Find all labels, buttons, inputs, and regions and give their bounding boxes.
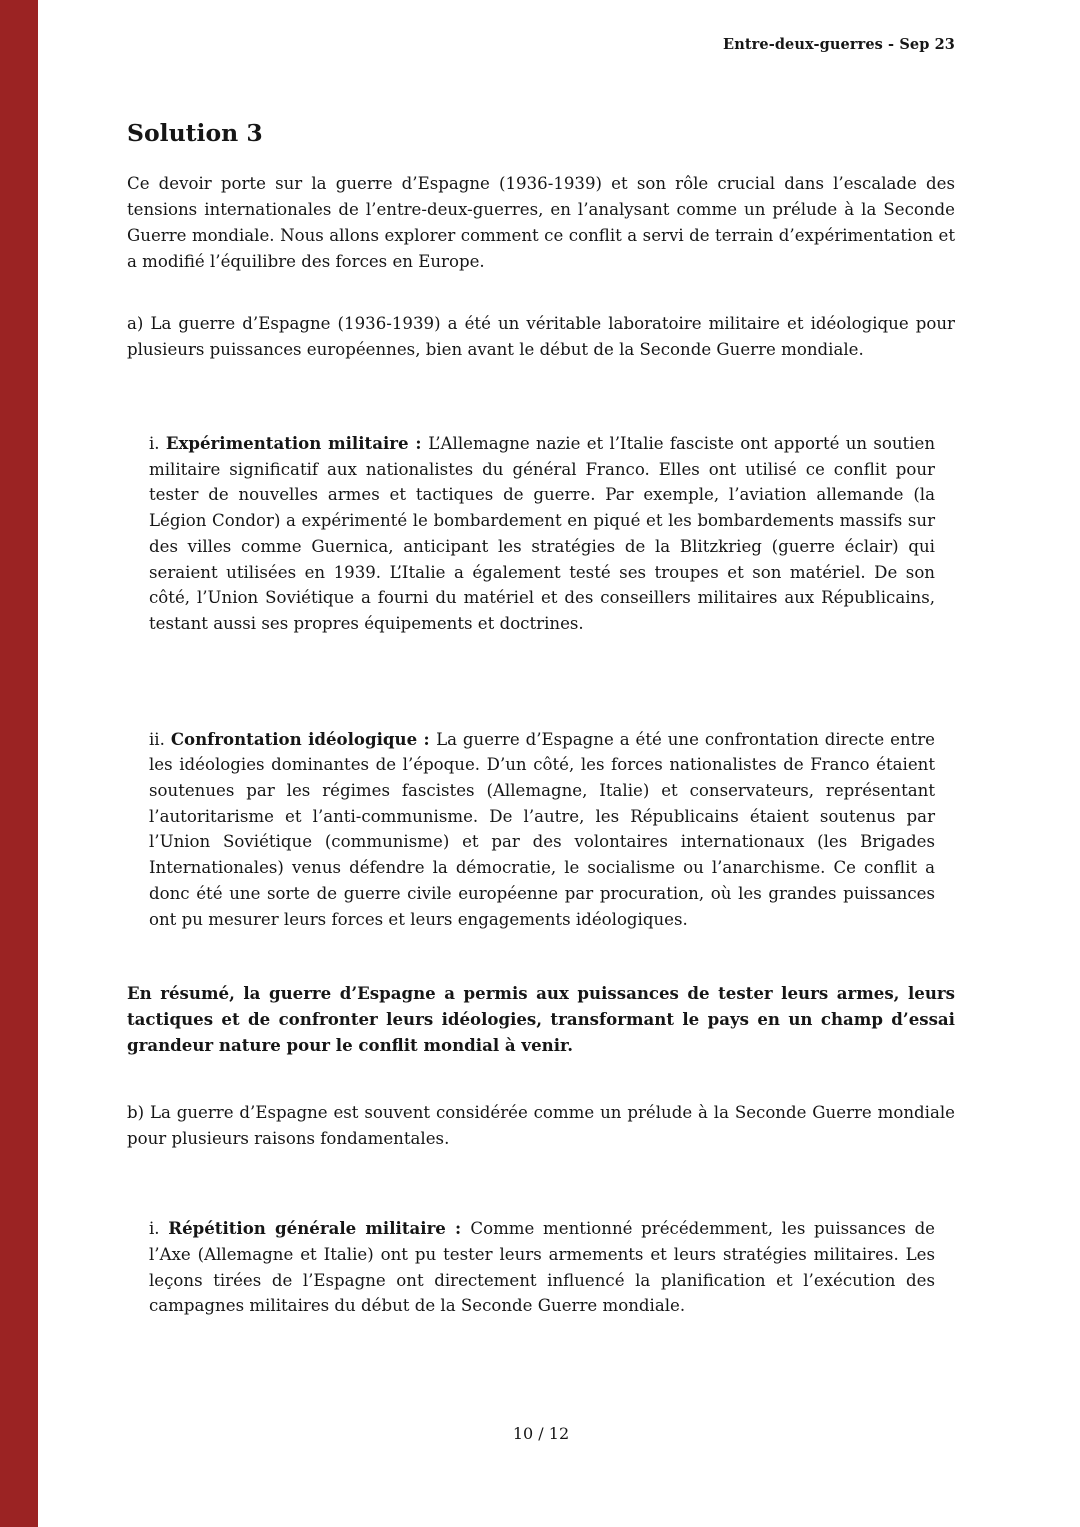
item-label: Confrontation idéologique : [170, 728, 437, 749]
page-edge-bar [0, 0, 38, 1527]
item-label: Expérimentation militaire : [165, 433, 429, 453]
intro-paragraph: Ce devoir porte sur la guerre d’Espagne (1936-1939) et son rôle crucial dans l’escalade des tensions internationales de l’entre-deux-guerres, en l’analysant comme un prélude à la Seconde Guerre mondiale. Nous allons explorer comment ce conflit a servi de terrain d’expérimentation et a modifié l’équilibre des forces en Europe. [127, 174, 955, 271]
item-text: L’Allemagne nazie et l’Italie fasciste ont apporté un soutien militaire significatif aux nationalistes du général Franco. Elles ont utilisé ce conflit pour tester de nouvelles armes et tactiques de guerre. Par exemple, l’aviation allemande (la Légion Condor) a expérimenté le bombardement en piqué et les bombardements massifs sur des villes comme Guernica, anticipant les stratégies de la Blitzkrieg (guerre éclair) qui seraient utilisées en 1939. L’Italie a également testé ses troupes et son matériel. De son côté, l’Union Soviétique a fourni du matériel et des conseillers militaires aux Républicains, testant aussi ses propres équipements et doctrines. [149, 434, 936, 633]
item-marker: i. [149, 1219, 169, 1239]
list-item-a-i [149, 431, 935, 637]
item-text: Comme mentionné précédemment, les puissances de l’Axe (Allemagne et Italie) ont pu tester leurs armements et leurs stratégies militaires. Les leçons tirées de l’Espagne ont directement influencé la planification et l’exécution des campagnes militaires du début de la Seconde Guerre mondiale. [149, 1219, 936, 1316]
item-marker: i. [149, 434, 166, 453]
summary-paragraph: En résumé, la guerre d’Espagne a permis aux puissances de tester leurs armes, leurs tactiques et de confronter leurs idéologies, transformant le pays en un champ d’essai grandeur nature pour le conflit mondial à venir. [127, 983, 955, 1056]
paragraph-a: a) La guerre d’Espagne (1936-1939) a été un véritable laboratoire militaire et idéologique pour plusieurs puissances européennes, bien avant le début de la Seconde Guerre mondiale. [127, 314, 955, 359]
item-text: La guerre d’Espagne a été une confrontation directe entre les idéologies dominantes de l’époque. D’un côté, les forces nationalistes de Franco étaient soutenues par les régimes fascistes (Allemagne, Italie) et conservateurs, représentant l’autoritarisme et l’anti-communisme. De l’autre, les Républicains étaient soutenus par l’Union Soviétique (communisme) et par des volontaires internationaux (les Brigades Internationales) venus défendre la démocratie, le socialisme ou l’anarchisme. Ce conflit a donc été une sorte de guerre civile européenne par procuration, où les grandes puissances ont pu mesurer leurs forces et leurs engagements idéologiques. [149, 729, 935, 929]
paragraph-b: b) La guerre d’Espagne est souvent considérée comme un prélude à la Seconde Guerre mondiale pour plusieurs raisons fondamentales. [127, 1103, 955, 1149]
page-content [127, 0, 955, 1443]
item-marker: ii. [149, 729, 171, 749]
page-number: 10 / 12 [512, 1424, 570, 1443]
page-title: Solution 3 [127, 119, 263, 147]
item-label: Répétition générale militaire : [168, 1218, 471, 1239]
list-item-a-ii [149, 727, 935, 933]
list-item-b-i [149, 1216, 935, 1319]
running-header: Entre-deux-guerres - Sep 23 [723, 36, 955, 53]
